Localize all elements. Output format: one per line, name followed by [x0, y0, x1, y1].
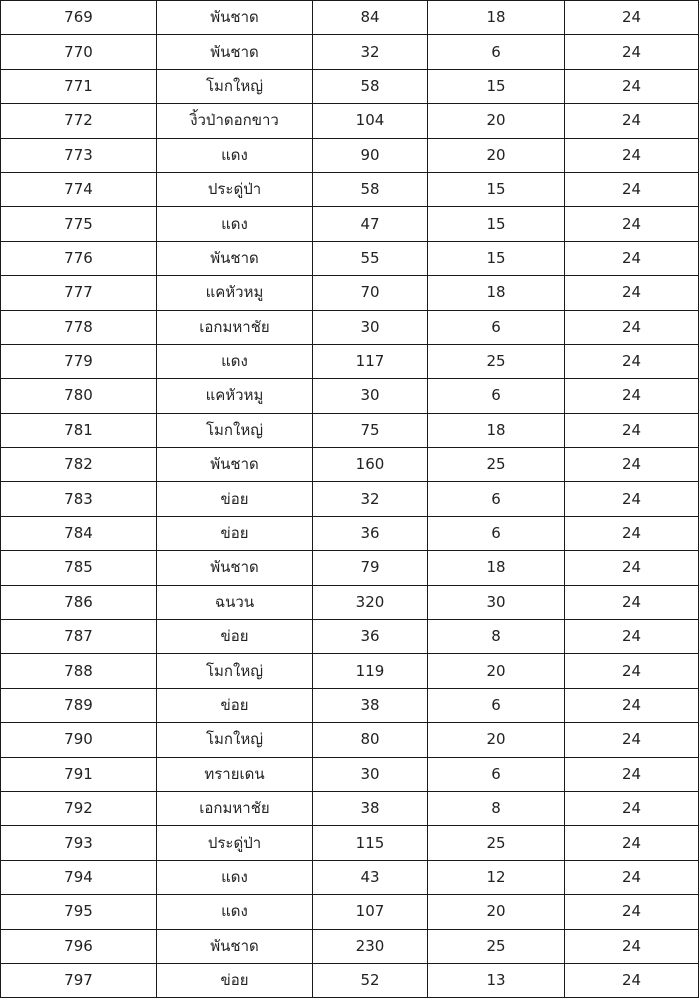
tree-number-cell: 790 — [1, 723, 157, 757]
species-cell: แดง — [157, 895, 313, 929]
tree-number-cell: 784 — [1, 516, 157, 550]
girth-cell: 43 — [313, 860, 428, 894]
table-row — [1, 963, 699, 997]
tree-number-cell: 791 — [1, 757, 157, 791]
girth-cell: 36 — [313, 620, 428, 654]
value-cell: 24 — [565, 1, 699, 35]
species-cell: ประดู่ป่า — [157, 826, 313, 860]
table-row — [1, 35, 699, 69]
species-cell: ข่อย — [157, 620, 313, 654]
girth-cell: 230 — [313, 929, 428, 963]
table-row — [1, 826, 699, 860]
table-row — [1, 688, 699, 722]
height-cell: 30 — [428, 585, 565, 619]
value-cell: 24 — [565, 310, 699, 344]
value-cell: 24 — [565, 929, 699, 963]
species-cell: โมกใหญ่ — [157, 69, 313, 103]
species-cell: พันชาด — [157, 1, 313, 35]
table-row — [1, 860, 699, 894]
value-cell: 24 — [565, 138, 699, 172]
girth-cell: 104 — [313, 104, 428, 138]
girth-cell: 160 — [313, 448, 428, 482]
value-cell: 24 — [565, 172, 699, 206]
height-cell: 6 — [428, 757, 565, 791]
tree-number-cell: 792 — [1, 791, 157, 825]
value-cell: 24 — [565, 860, 699, 894]
table-row — [1, 207, 699, 241]
girth-cell: 47 — [313, 207, 428, 241]
value-cell: 24 — [565, 895, 699, 929]
girth-cell: 84 — [313, 1, 428, 35]
value-cell: 24 — [565, 482, 699, 516]
tree-number-cell: 797 — [1, 963, 157, 997]
girth-cell: 55 — [313, 241, 428, 275]
tree-number-cell: 788 — [1, 654, 157, 688]
value-cell: 24 — [565, 69, 699, 103]
tree-number-cell: 787 — [1, 620, 157, 654]
species-cell: พันชาด — [157, 35, 313, 69]
height-cell: 15 — [428, 69, 565, 103]
height-cell: 15 — [428, 172, 565, 206]
species-cell: งิ้วป่าดอกขาว — [157, 104, 313, 138]
species-cell: แคหัวหมู — [157, 379, 313, 413]
tree-number-cell: 783 — [1, 482, 157, 516]
tree-number-cell: 780 — [1, 379, 157, 413]
species-cell: โมกใหญ่ — [157, 654, 313, 688]
height-cell: 6 — [428, 688, 565, 722]
girth-cell: 117 — [313, 344, 428, 378]
height-cell: 20 — [428, 723, 565, 757]
table-row — [1, 448, 699, 482]
table-row — [1, 516, 699, 550]
girth-cell: 32 — [313, 482, 428, 516]
girth-cell: 75 — [313, 413, 428, 447]
table-row — [1, 654, 699, 688]
value-cell: 24 — [565, 826, 699, 860]
value-cell: 24 — [565, 413, 699, 447]
tree-number-cell: 795 — [1, 895, 157, 929]
tree-number-cell: 786 — [1, 585, 157, 619]
value-cell: 24 — [565, 757, 699, 791]
tree-number-cell: 789 — [1, 688, 157, 722]
table-row — [1, 379, 699, 413]
girth-cell: 79 — [313, 551, 428, 585]
tree-number-cell: 794 — [1, 860, 157, 894]
value-cell: 24 — [565, 207, 699, 241]
species-cell: พันชาด — [157, 241, 313, 275]
girth-cell: 52 — [313, 963, 428, 997]
height-cell: 20 — [428, 138, 565, 172]
height-cell: 20 — [428, 104, 565, 138]
height-cell: 8 — [428, 791, 565, 825]
table-body — [1, 1, 699, 998]
tree-number-cell: 793 — [1, 826, 157, 860]
girth-cell: 30 — [313, 757, 428, 791]
height-cell: 18 — [428, 1, 565, 35]
height-cell: 6 — [428, 482, 565, 516]
height-cell: 18 — [428, 276, 565, 310]
table-row — [1, 723, 699, 757]
tree-number-cell: 769 — [1, 1, 157, 35]
value-cell: 24 — [565, 448, 699, 482]
table-row — [1, 551, 699, 585]
value-cell: 24 — [565, 379, 699, 413]
table-row — [1, 895, 699, 929]
species-cell: พันชาด — [157, 929, 313, 963]
species-cell: แดง — [157, 207, 313, 241]
height-cell: 15 — [428, 207, 565, 241]
girth-cell: 90 — [313, 138, 428, 172]
tree-number-cell: 781 — [1, 413, 157, 447]
species-cell: ข่อย — [157, 516, 313, 550]
table-row — [1, 69, 699, 103]
girth-cell: 38 — [313, 688, 428, 722]
girth-cell: 30 — [313, 379, 428, 413]
species-cell: แดง — [157, 860, 313, 894]
tree-number-cell: 796 — [1, 929, 157, 963]
table-row — [1, 413, 699, 447]
value-cell: 24 — [565, 516, 699, 550]
value-cell: 24 — [565, 791, 699, 825]
value-cell: 24 — [565, 585, 699, 619]
tree-number-cell: 774 — [1, 172, 157, 206]
height-cell: 18 — [428, 551, 565, 585]
table-row — [1, 757, 699, 791]
tree-number-cell: 785 — [1, 551, 157, 585]
table-row — [1, 138, 699, 172]
height-cell: 13 — [428, 963, 565, 997]
girth-cell: 58 — [313, 69, 428, 103]
species-cell: โมกใหญ่ — [157, 413, 313, 447]
value-cell: 24 — [565, 963, 699, 997]
value-cell: 24 — [565, 35, 699, 69]
girth-cell: 70 — [313, 276, 428, 310]
species-cell: ข่อย — [157, 963, 313, 997]
tree-number-cell: 775 — [1, 207, 157, 241]
value-cell: 24 — [565, 241, 699, 275]
value-cell: 24 — [565, 723, 699, 757]
species-cell: แดง — [157, 138, 313, 172]
girth-cell: 115 — [313, 826, 428, 860]
species-cell: แดง — [157, 344, 313, 378]
height-cell: 15 — [428, 241, 565, 275]
table-row — [1, 791, 699, 825]
girth-cell: 320 — [313, 585, 428, 619]
species-cell: พันชาด — [157, 551, 313, 585]
tree-number-cell: 772 — [1, 104, 157, 138]
height-cell: 25 — [428, 929, 565, 963]
value-cell: 24 — [565, 654, 699, 688]
species-cell: ฉนวน — [157, 585, 313, 619]
girth-cell: 58 — [313, 172, 428, 206]
table-row — [1, 482, 699, 516]
tree-number-cell: 782 — [1, 448, 157, 482]
height-cell: 20 — [428, 895, 565, 929]
value-cell: 24 — [565, 551, 699, 585]
girth-cell: 119 — [313, 654, 428, 688]
tree-number-cell: 771 — [1, 69, 157, 103]
tree-number-cell: 777 — [1, 276, 157, 310]
value-cell: 24 — [565, 620, 699, 654]
height-cell: 6 — [428, 35, 565, 69]
height-cell: 25 — [428, 344, 565, 378]
species-cell: โมกใหญ่ — [157, 723, 313, 757]
table-row — [1, 104, 699, 138]
girth-cell: 107 — [313, 895, 428, 929]
girth-cell: 36 — [313, 516, 428, 550]
table-row — [1, 1, 699, 35]
height-cell: 25 — [428, 826, 565, 860]
species-cell: ข่อย — [157, 688, 313, 722]
species-cell: ประดู่ป่า — [157, 172, 313, 206]
height-cell: 25 — [428, 448, 565, 482]
height-cell: 6 — [428, 310, 565, 344]
girth-cell: 30 — [313, 310, 428, 344]
height-cell: 20 — [428, 654, 565, 688]
table-row — [1, 620, 699, 654]
value-cell: 24 — [565, 688, 699, 722]
species-cell: แคหัวหมู — [157, 276, 313, 310]
tree-number-cell: 779 — [1, 344, 157, 378]
species-cell: ทรายเดน — [157, 757, 313, 791]
table-row — [1, 310, 699, 344]
height-cell: 6 — [428, 379, 565, 413]
tree-number-cell: 770 — [1, 35, 157, 69]
table-row — [1, 585, 699, 619]
table-row — [1, 172, 699, 206]
value-cell: 24 — [565, 276, 699, 310]
value-cell: 24 — [565, 344, 699, 378]
girth-cell: 38 — [313, 791, 428, 825]
tree-number-cell: 776 — [1, 241, 157, 275]
species-cell: เอกมหาชัย — [157, 791, 313, 825]
table-row — [1, 344, 699, 378]
value-cell: 24 — [565, 104, 699, 138]
height-cell: 12 — [428, 860, 565, 894]
species-cell: ข่อย — [157, 482, 313, 516]
table-row — [1, 241, 699, 275]
height-cell: 18 — [428, 413, 565, 447]
girth-cell: 32 — [313, 35, 428, 69]
height-cell: 6 — [428, 516, 565, 550]
species-cell: พันชาด — [157, 448, 313, 482]
species-cell: เอกมหาชัย — [157, 310, 313, 344]
table-row — [1, 929, 699, 963]
height-cell: 8 — [428, 620, 565, 654]
table-row — [1, 276, 699, 310]
tree-number-cell: 773 — [1, 138, 157, 172]
tree-number-cell: 778 — [1, 310, 157, 344]
girth-cell: 80 — [313, 723, 428, 757]
